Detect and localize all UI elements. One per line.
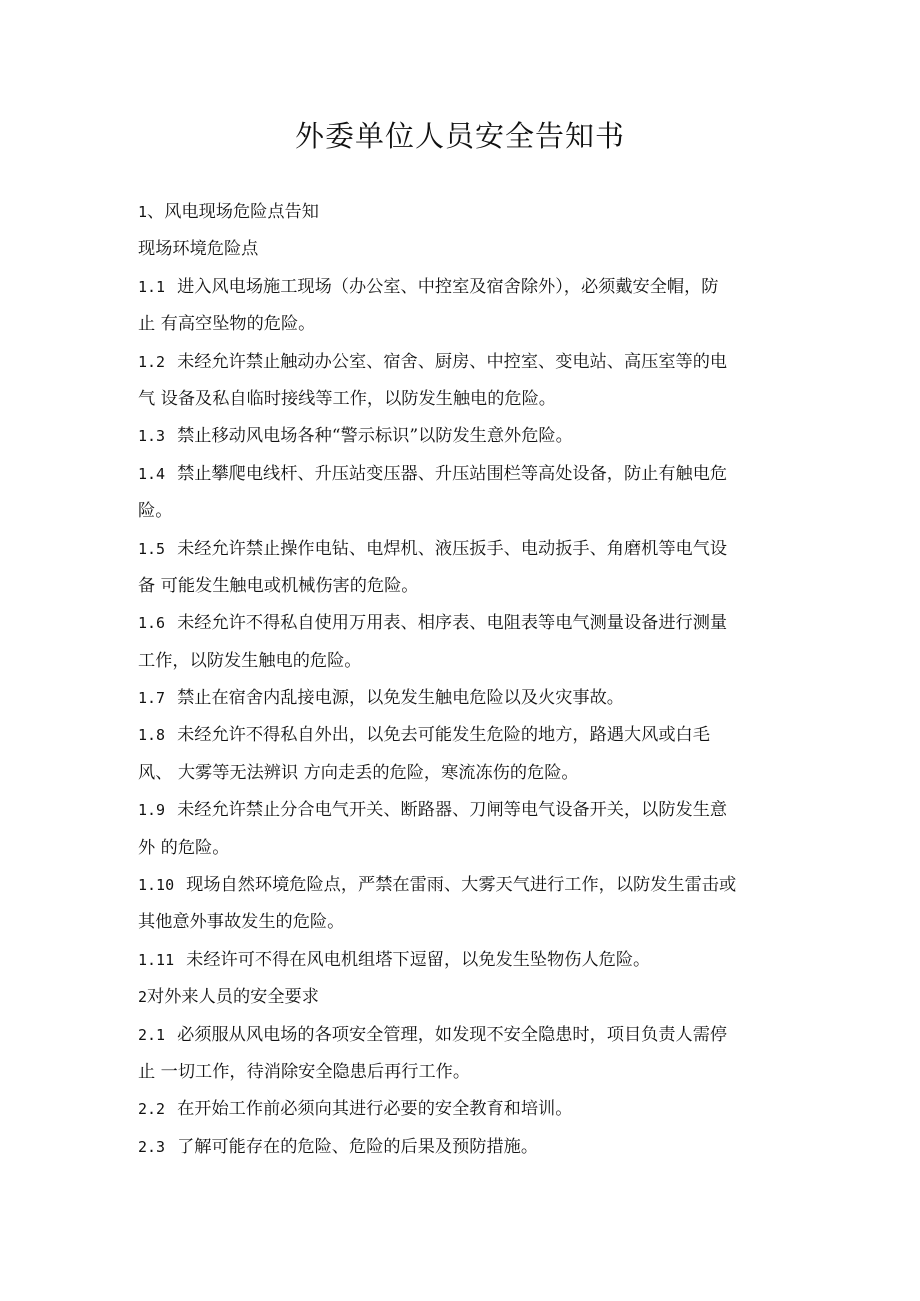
- clause-line: [138, 344, 788, 381]
- clause-line: [138, 717, 788, 754]
- clause-text: 必须服从风电场的各项安全管理，如发现不安全隐患时，项目负责人需停: [177, 1024, 728, 1045]
- clause-text: 气 设备及私自临时接线等工作，以防发生触电的危险。: [138, 388, 556, 409]
- clause-text: 未经允许不得私自使用万用表、相序表、电阻表等电气测量设备进行测量: [177, 613, 728, 634]
- clause-number: 1.9: [138, 801, 166, 820]
- clause-line: [138, 1091, 788, 1128]
- clause-line: [138, 867, 788, 904]
- clause-continuation: [138, 830, 788, 867]
- clause-line: [138, 680, 788, 717]
- clause-number: 1.7: [138, 689, 166, 708]
- clause-text: 未经允许不得私自外出，以免去可能发生危险的地方，路遇大风或白毛: [177, 725, 710, 746]
- clause-continuation: [138, 755, 788, 792]
- clause-text: 备 可能发生触电或机械伤害的危险。: [138, 575, 419, 596]
- clause-text: 风、 大雾等无法辨识 方向走丢的危险，寒流冻伤的危险。: [138, 762, 579, 783]
- section-text: 、风电现场危险点告知: [147, 202, 319, 222]
- clause-text: 禁止在宿舍内乱接电源，以免发生触电危险以及火灾事故。: [177, 688, 624, 709]
- section-text: 对外来人员的安全要求: [147, 987, 319, 1008]
- clause-text: 其他意外事故发生的危险。: [138, 912, 345, 933]
- document-body: [138, 194, 788, 1166]
- clause-line: [138, 418, 788, 455]
- clause-text: 了解可能存在的危险、危险的后果及预防措施。: [177, 1136, 539, 1157]
- clause-continuation: [138, 568, 788, 605]
- clause-line: [138, 1017, 788, 1054]
- clause-text: 止 有高空坠物的危险。: [138, 314, 316, 335]
- clause-number: 1.8: [138, 726, 166, 745]
- clause-number: 1.5: [138, 539, 166, 558]
- clause-text: 未经允许禁止触动办公室、宿舍、厨房、中控室、变电站、高压室等的电: [177, 351, 728, 372]
- clause-number: 1.4: [138, 464, 166, 483]
- clause-number: 1.11: [138, 950, 175, 969]
- clause-line: [138, 269, 788, 306]
- clause-line: [138, 605, 788, 642]
- clause-continuation: [138, 306, 788, 343]
- clause-number: 2.3: [138, 1137, 166, 1156]
- line-text: 现场环境危险点: [138, 239, 259, 260]
- clause-line: [138, 456, 788, 493]
- clause-line: [138, 1129, 788, 1166]
- clause-text: 未经允许禁止分合电气开关、断路器、刀闸等电气设备开关，以防发生意: [177, 800, 728, 821]
- clause-text: 现场自然环境危险点，严禁在雷雨、大雾天气进行工作，以防发生雷击或: [186, 875, 737, 896]
- clause-continuation: [138, 1054, 788, 1091]
- section-heading: [138, 194, 788, 231]
- clause-text: 禁止攀爬电线杆、升压站变压器、升压站围栏等高处设备，防止有触电危: [177, 463, 728, 484]
- clause-text: 进入风电场施工现场（办公室、中控室及宿舍除外），必须戴安全帽，防: [177, 276, 719, 297]
- clause-number: 1.3: [138, 427, 166, 446]
- clause-number: 1.2: [138, 352, 166, 371]
- clause-line: [138, 531, 788, 568]
- clause-text: 未经许可不得在风电机组塔下逗留，以免发生坠物伤人危险。: [186, 949, 651, 970]
- clause-number: 1.10: [138, 876, 175, 895]
- clause-continuation: [138, 643, 788, 680]
- document-title: 外委单位人员安全告知书: [294, 119, 625, 153]
- clause-text: 外 的危险。: [138, 837, 230, 858]
- clause-text: 险。: [138, 501, 173, 522]
- section-heading: [138, 979, 788, 1016]
- section-number: 1: [138, 203, 148, 221]
- clause-number: 2.1: [138, 1025, 166, 1044]
- subsection-heading: [138, 231, 788, 268]
- clause-continuation: [138, 904, 788, 941]
- clause-line: [138, 942, 788, 979]
- clause-text: 未经允许禁止操作电钻、电焊机、液压扳手、电动扳手、角磨机等电气设: [177, 538, 728, 559]
- clause-text: 工作，以防发生触电的危险。: [138, 650, 362, 671]
- clause-number: 1.1: [138, 277, 166, 296]
- clause-number: 1.6: [138, 614, 166, 633]
- clause-text: 禁止移动风电场各种“警示标识”以防发生意外危险。: [177, 426, 573, 447]
- clause-continuation: [138, 381, 788, 418]
- section-number: 2: [138, 988, 148, 1007]
- clause-text: 在开始工作前必须向其进行必要的安全教育和培训。: [177, 1099, 573, 1120]
- clause-text: 止 一切工作，待消除安全隐患后再行工作。: [138, 1061, 471, 1082]
- clause-number: 2.2: [138, 1100, 166, 1119]
- clause-line: [138, 792, 788, 829]
- clause-continuation: [138, 493, 788, 530]
